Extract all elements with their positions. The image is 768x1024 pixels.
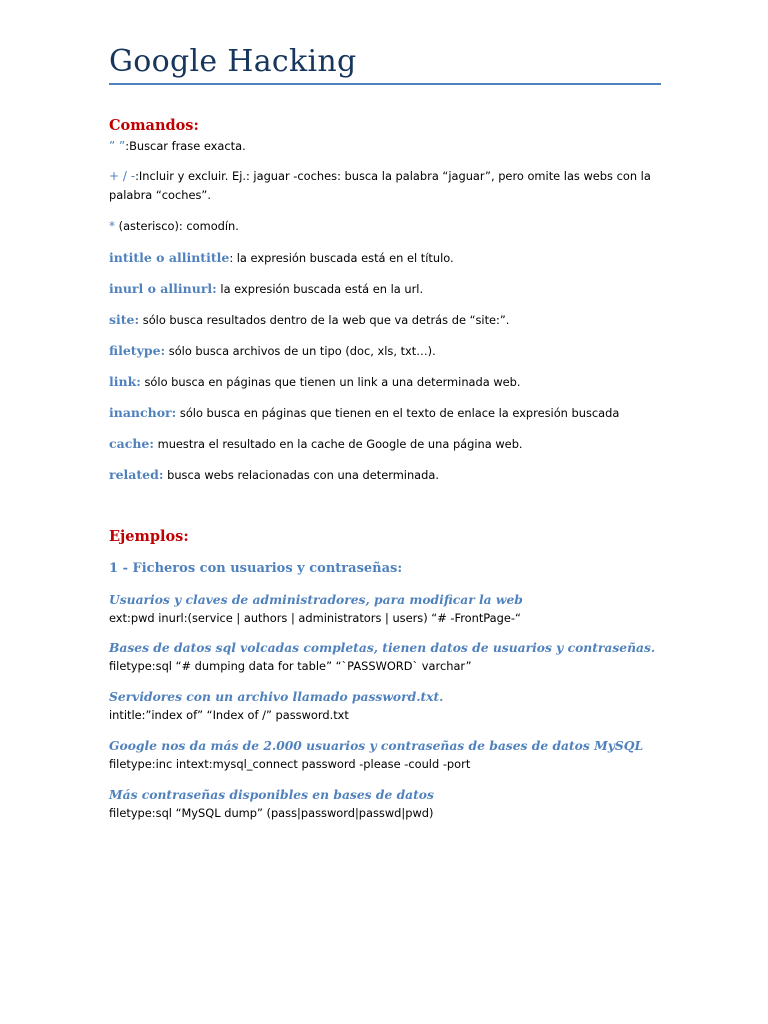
- command-item: [109, 434, 669, 454]
- command-item: [109, 137, 669, 156]
- comandos-heading: Comandos:: [109, 117, 199, 134]
- command-description: : la expresión buscada está en el título.: [229, 251, 454, 265]
- command-description: busca webs relacionadas con una determinada.: [163, 468, 439, 482]
- command-name: inurl o allinurl:: [109, 281, 217, 296]
- command-item: [109, 341, 669, 361]
- document-title: Google Hacking: [109, 44, 357, 79]
- example-title: Google nos da más de 2.000 usuarios y contraseñas de bases de datos MySQL: [109, 738, 644, 753]
- command-name: + / -: [109, 169, 136, 183]
- example-title: Más contraseñas disponibles en bases de datos: [109, 787, 434, 802]
- example-query: filetype:sql “MySQL dump” (pass|password|passwd|pwd): [109, 806, 434, 820]
- command-name: site:: [109, 312, 140, 327]
- command-name: ” ”: [109, 139, 126, 153]
- ejemplos-subheading: 1 - Ficheros con usuarios y contraseñas:: [109, 561, 403, 576]
- command-item: [109, 248, 669, 268]
- command-description: sólo busca resultados dentro de la web que va detrás de “site:”.: [139, 313, 510, 327]
- command-item: [109, 403, 669, 423]
- command-description: :Incluir y excluir. Ej.: jaguar -coches: busca la palabra “jaguar”, pero omite las webs con la palabra “coches”.: [109, 169, 651, 202]
- command-description: muestra el resultado en la cache de Google de una página web.: [153, 437, 523, 451]
- command-name: related:: [109, 467, 164, 482]
- command-description: la expresión buscada está en la url.: [216, 282, 424, 296]
- command-item: [109, 167, 654, 205]
- command-item: [109, 465, 669, 485]
- example-query: filetype:sql “# dumping data for table” “`PASSWORD` varchar”: [109, 659, 472, 673]
- command-description: (asterisco): comodín.: [115, 219, 239, 233]
- command-description: sólo busca en páginas que tienen un link a una determinada web.: [140, 375, 521, 389]
- command-description: sólo busca archivos de un tipo (doc, xls, txt…).: [165, 344, 436, 358]
- command-name: cache:: [109, 436, 154, 451]
- command-item: [109, 217, 669, 236]
- command-name: intitle o allintitle: [109, 250, 230, 265]
- command-description: :Buscar frase exacta.: [125, 139, 246, 153]
- ejemplos-heading: Ejemplos:: [109, 528, 189, 545]
- command-name: link:: [109, 374, 141, 389]
- example-title: Servidores con un archivo llamado password.txt.: [109, 689, 444, 704]
- command-name: inanchor:: [109, 405, 177, 420]
- example-query: filetype:inc intext:mysql_connect password -please -could -port: [109, 757, 471, 771]
- example-query: intitle:”index of” “Index of /” password.txt: [109, 708, 349, 722]
- example-title: Usuarios y claves de administradores, para modificar la web: [109, 592, 523, 607]
- command-name: *: [109, 219, 115, 233]
- command-item: [109, 372, 669, 392]
- title-underline: [109, 83, 661, 85]
- example-title: Bases de datos sql volcadas completas, tienen datos de usuarios y contraseñas.: [109, 640, 656, 655]
- command-description: sólo busca en páginas que tienen en el texto de enlace la expresión buscada: [176, 406, 620, 420]
- command-item: [109, 310, 669, 330]
- example-query: ext:pwd inurl:(service | authors | administrators | users) “# -FrontPage-“: [109, 611, 521, 625]
- command-name: filetype:: [109, 343, 166, 358]
- command-item: [109, 279, 669, 299]
